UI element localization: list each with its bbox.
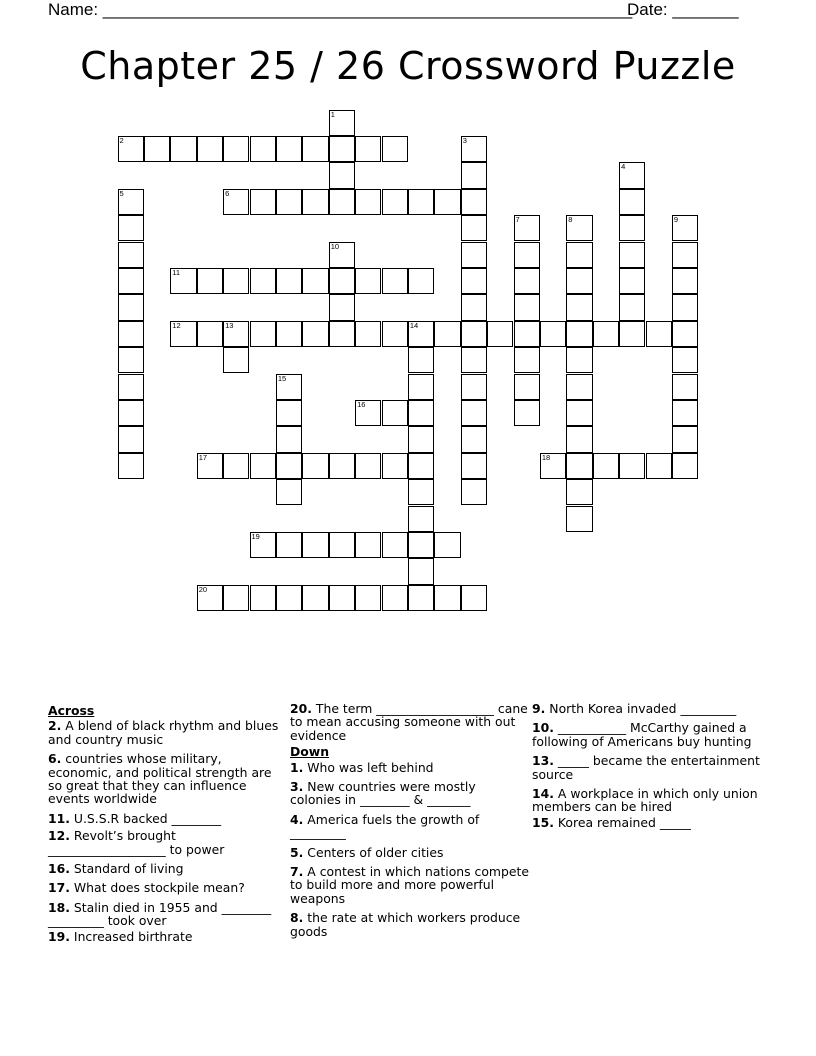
crossword-cell[interactable] [461, 294, 487, 320]
crossword-cell[interactable] [566, 268, 592, 294]
cell-number: 19 [251, 531, 260, 541]
crossword-cell[interactable] [619, 294, 645, 320]
crossword-cell[interactable] [434, 189, 460, 215]
crossword-cell[interactable] [540, 321, 566, 347]
crossword-cell[interactable] [434, 532, 460, 558]
across-clue-2: 2. A blend of black rhythm and blues and country music [48, 718, 279, 747]
crossword-cell[interactable] [329, 321, 355, 347]
down-clue-10: 10. ___________ McCarthy gained a following of Americans buy hunting [532, 720, 752, 749]
crossword-cell[interactable] [197, 585, 223, 611]
crossword-cell[interactable] [382, 136, 408, 162]
crossword-cell[interactable] [355, 532, 381, 558]
cell-number: 16 [357, 399, 366, 409]
crossword-cell[interactable] [382, 585, 408, 611]
crossword-cell[interactable] [514, 374, 540, 400]
cell-number: 14 [409, 320, 419, 330]
crossword-cell[interactable] [118, 136, 144, 162]
crossword-cell[interactable] [223, 189, 249, 215]
down-clue-13: 13. _____ became the entertainment source [532, 753, 760, 782]
page-title: Chapter 25 / 26 Crossword Puzzle [80, 44, 736, 88]
down-clue-8: 8. the rate at which workers produce goods [290, 910, 521, 939]
crossword-cell[interactable] [619, 453, 645, 479]
cell-number: 15 [277, 373, 287, 383]
crossword-cell[interactable] [250, 321, 276, 347]
crossword-cell[interactable] [329, 453, 355, 479]
crossword-cell[interactable] [329, 532, 355, 558]
down-heading: Down [290, 744, 330, 760]
crossword-cell[interactable] [302, 321, 328, 347]
crossword-cell[interactable] [302, 268, 328, 294]
crossword-cell[interactable] [170, 321, 196, 347]
crossword-cell[interactable] [223, 347, 249, 373]
crossword-cell[interactable] [408, 506, 434, 532]
down-clue-1: 1. Who was left behind [290, 759, 434, 775]
clue-number: 8 [290, 910, 299, 926]
crossword-cell[interactable] [329, 294, 355, 320]
crossword-cell[interactable] [302, 585, 328, 611]
cell-number: 3 [462, 135, 467, 145]
crossword-cell[interactable] [514, 215, 540, 241]
crossword-cell[interactable] [118, 189, 144, 215]
crossword-cell[interactable] [223, 321, 249, 347]
down-clue-15: 15. Korea remained _____ [532, 814, 691, 830]
crossword-cell[interactable] [118, 374, 144, 400]
crossword-cell[interactable] [461, 453, 487, 479]
crossword-cell[interactable] [672, 347, 698, 373]
crossword-cell[interactable] [382, 321, 408, 347]
crossword-cell[interactable] [514, 347, 540, 373]
crossword-cell[interactable] [672, 215, 698, 241]
crossword-cell[interactable] [514, 268, 540, 294]
clue-number: 12 [48, 828, 66, 844]
crossword-cell[interactable] [461, 585, 487, 611]
crossword-cell[interactable] [514, 242, 540, 268]
crossword-cell[interactable] [276, 426, 302, 452]
crossword-cell[interactable] [566, 374, 592, 400]
down-clue-3: 3. New countries were mostly colonies in ________ & _______ [290, 779, 476, 808]
clue-text: North Korea invaded _________ [549, 701, 737, 716]
crossword-cell[interactable] [461, 400, 487, 426]
crossword-cell[interactable] [619, 242, 645, 268]
crossword-cell[interactable] [118, 426, 144, 452]
crossword-cell[interactable] [408, 347, 434, 373]
crossword-cell[interactable] [566, 321, 592, 347]
crossword-cell[interactable] [408, 585, 434, 611]
crossword-cell[interactable] [619, 162, 645, 188]
crossword-cell[interactable] [329, 242, 355, 268]
crossword-cell[interactable] [408, 558, 434, 584]
clue-text: countries whose military, economic, and political strength are so great that they can influence events worldwide [48, 751, 272, 807]
crossword-cell[interactable] [566, 347, 592, 373]
clue-text: A blend of black rhythm and blues and country music [48, 718, 279, 747]
crossword-cell[interactable] [408, 189, 434, 215]
crossword-cell[interactable] [566, 453, 592, 479]
clue-text: A workplace in which only union members can be hired [532, 786, 758, 815]
crossword-cell[interactable] [672, 294, 698, 320]
clue-text: Who was left behind [307, 759, 434, 775]
crossword-cell[interactable] [672, 374, 698, 400]
clue-column-2 [290, 702, 530, 944]
crossword-cell[interactable] [382, 189, 408, 215]
clue-number: 16 [48, 861, 66, 877]
crossword-cell[interactable] [408, 268, 434, 294]
crossword-cell[interactable] [329, 110, 355, 136]
crossword-cell[interactable] [197, 268, 223, 294]
crossword-cell[interactable] [223, 453, 249, 479]
cell-number: 6 [225, 188, 230, 198]
crossword-cell[interactable] [250, 532, 276, 558]
cell-number: 8 [568, 215, 573, 225]
crossword-cell[interactable] [672, 426, 698, 452]
across-heading: Across [48, 703, 95, 718]
crossword-cell[interactable] [461, 162, 487, 188]
cell-number: 13 [225, 320, 234, 330]
clue-number: 14 [532, 786, 550, 802]
cell-number: 1 [330, 109, 335, 119]
crossword-cell[interactable] [566, 215, 592, 241]
clue-number: 3 [290, 779, 299, 795]
crossword-cell[interactable] [118, 453, 144, 479]
crossword-cell[interactable] [434, 585, 460, 611]
crossword-cell[interactable] [197, 321, 223, 347]
clue-number: 15 [532, 814, 550, 830]
clue-number: 13 [532, 753, 550, 769]
across-clue-12: 12. Revolt’s brought ___________________ to power [48, 828, 225, 857]
crossword-cell[interactable] [672, 453, 698, 479]
crossword-cell[interactable] [118, 294, 144, 320]
crossword-cell[interactable] [118, 268, 144, 294]
cell-number: 17 [198, 452, 208, 462]
crossword-cell[interactable] [514, 321, 540, 347]
down-clue-7: 7. A contest in which nations compete to build more and more powerful weapons [290, 864, 529, 906]
crossword-cell[interactable] [329, 162, 355, 188]
crossword-cell[interactable] [355, 400, 381, 426]
crossword-cell[interactable] [461, 426, 487, 452]
cell-number: 4 [621, 162, 626, 172]
crossword-cell[interactable] [118, 321, 144, 347]
clue-text: A contest in which nations compete to build more and more powerful weapons [290, 864, 529, 906]
crossword-cell[interactable] [408, 426, 434, 452]
down-clue-4: 4. America fuels the growth of _________ [290, 811, 480, 841]
crossword-cell[interactable] [382, 400, 408, 426]
crossword-cell[interactable] [144, 136, 170, 162]
crossword-cell[interactable] [408, 532, 434, 558]
crossword-cell[interactable] [329, 136, 355, 162]
clue-number: 18 [48, 899, 66, 915]
clue-text: Korea remained _____ [557, 814, 691, 830]
crossword-cell[interactable] [118, 347, 144, 373]
crossword-cell[interactable] [276, 585, 302, 611]
crossword-cell[interactable] [408, 400, 434, 426]
crossword-cell[interactable] [276, 532, 302, 558]
clue-column-1 [48, 702, 288, 949]
crossword-cell[interactable] [487, 321, 513, 347]
down-clue-5: 5. Centers of older cities [290, 844, 444, 860]
crossword-cell[interactable] [672, 321, 698, 347]
crossword-cell[interactable] [461, 347, 487, 373]
clue-text: the rate at which workers produce goods [290, 910, 521, 939]
crossword-cell[interactable] [355, 136, 381, 162]
crossword-cell[interactable] [223, 585, 249, 611]
crossword-cell[interactable] [619, 268, 645, 294]
cell-number: 20 [198, 584, 208, 594]
across-clue-6: 6. countries whose military, economic, and political strength are so great that they can influence events worldwide [48, 751, 272, 807]
across-clue-18: 18. Stalin died in 1955 and ________ _________ took over [48, 899, 272, 929]
crossword-cell[interactable] [170, 268, 196, 294]
clue-text: America fuels the growth of _________ [290, 811, 480, 841]
crossword-cell[interactable] [276, 136, 302, 162]
crossword-cell[interactable] [170, 136, 196, 162]
crossword-cell[interactable] [118, 242, 144, 268]
crossword-cell[interactable] [250, 268, 276, 294]
crossword-cell[interactable] [566, 506, 592, 532]
crossword-cell[interactable] [250, 453, 276, 479]
crossword-cell[interactable] [434, 321, 460, 347]
crossword-cell[interactable] [250, 189, 276, 215]
cell-number: 9 [673, 215, 679, 225]
clue-text: Centers of older cities [307, 844, 444, 860]
crossword-cell[interactable] [593, 453, 619, 479]
crossword-cell[interactable] [672, 400, 698, 426]
across-clue-11: 11. U.S.S.R backed ________ [48, 810, 222, 826]
clue-column-3 [532, 702, 772, 835]
crossword-cell[interactable] [461, 321, 487, 347]
crossword-cell[interactable] [566, 294, 592, 320]
crossword-cell[interactable] [302, 189, 328, 215]
crossword-cell[interactable] [408, 479, 434, 505]
crossword-cell[interactable] [672, 242, 698, 268]
crossword-cell[interactable] [593, 321, 619, 347]
crossword-cell[interactable] [646, 453, 672, 479]
crossword-cell[interactable] [223, 268, 249, 294]
crossword-cell[interactable] [566, 242, 592, 268]
clue-text: Increased birthrate [73, 928, 193, 944]
across-clue-20: 20. The term ___________________ cane to mean accusing someone with out evidence [290, 701, 528, 743]
clue-text: ___________ McCarthy gained a following of Americans buy hunting [532, 720, 752, 749]
crossword-cell[interactable] [276, 400, 302, 426]
cell-number: 11 [172, 267, 181, 277]
crossword-cell[interactable] [382, 453, 408, 479]
clue-text: Revolt’s brought ___________________ to power [48, 828, 225, 857]
crossword-cell[interactable] [276, 268, 302, 294]
crossword-cell[interactable] [276, 374, 302, 400]
crossword-cell[interactable] [461, 268, 487, 294]
across-clue-16: 16. Standard of living [48, 861, 184, 877]
clue-number: 2 [48, 718, 57, 734]
crossword-cell[interactable] [514, 400, 540, 426]
crossword-cell[interactable] [355, 585, 381, 611]
clue-number: 5 [290, 844, 299, 860]
crossword-cell[interactable] [276, 189, 302, 215]
crossword-cell[interactable] [461, 479, 487, 505]
crossword-cell[interactable] [566, 426, 592, 452]
crossword-cell[interactable] [197, 453, 223, 479]
crossword-cell[interactable] [302, 453, 328, 479]
cell-number: 12 [172, 320, 181, 330]
crossword-cell[interactable] [382, 268, 408, 294]
crossword-cell[interactable] [276, 479, 302, 505]
crossword-cell[interactable] [566, 479, 592, 505]
clue-text: Standard of living [73, 861, 184, 877]
clue-text: New countries were mostly colonies in ________ & _______ [290, 779, 476, 808]
crossword-cell[interactable] [540, 453, 566, 479]
crossword-cell[interactable] [302, 532, 328, 558]
crossword-cell[interactable] [461, 136, 487, 162]
crossword-cell[interactable] [672, 268, 698, 294]
date-field-label[interactable]: Date: _______ [627, 0, 739, 19]
crossword-cell[interactable] [355, 321, 381, 347]
crossword-cell[interactable] [250, 136, 276, 162]
crossword-cell[interactable] [118, 400, 144, 426]
crossword-cell[interactable] [408, 374, 434, 400]
clue-number: 17 [48, 880, 66, 896]
clue-text: _____ became the entertainment source [532, 753, 760, 782]
clue-text: The term ___________________ cane to mean accusing someone with out evidence [290, 701, 528, 743]
cell-number: 18 [541, 452, 551, 462]
cell-number: 10 [330, 241, 340, 251]
clue-text: U.S.S.R backed ________ [73, 810, 222, 826]
crossword-cell[interactable] [619, 215, 645, 241]
crossword-cell[interactable] [566, 400, 592, 426]
crossword-cell[interactable] [329, 268, 355, 294]
crossword-cell[interactable] [461, 215, 487, 241]
down-clue-14: 14. A workplace in which only union members can be hired [532, 786, 758, 815]
clue-number: 9 [532, 701, 541, 716]
crossword-cell[interactable] [355, 453, 381, 479]
crossword-cell[interactable] [408, 321, 434, 347]
clue-number: 20 [290, 701, 308, 716]
crossword-cell[interactable] [302, 136, 328, 162]
clue-number: 10 [532, 720, 550, 736]
name-field-label[interactable]: Name: ________________________________________________________ [48, 0, 633, 19]
crossword-cell[interactable] [329, 189, 355, 215]
clue-text: What does stockpile mean? [73, 880, 245, 896]
clue-number: 19 [48, 928, 66, 944]
cell-number: 5 [119, 188, 124, 198]
crossword-cell[interactable] [276, 453, 302, 479]
across-clue-17: 17. What does stockpile mean? [48, 880, 245, 896]
crossword-cell[interactable] [619, 321, 645, 347]
crossword-cell[interactable] [461, 374, 487, 400]
crossword-cell[interactable] [382, 532, 408, 558]
crossword-cell[interactable] [197, 136, 223, 162]
cell-number: 2 [119, 135, 124, 145]
crossword-cell[interactable] [250, 585, 276, 611]
crossword-cell[interactable] [619, 189, 645, 215]
clue-number: 11 [48, 810, 66, 826]
crossword-cell[interactable] [355, 189, 381, 215]
clue-number: 4 [290, 811, 299, 827]
across-clue-19: 19. Increased birthrate [48, 928, 193, 944]
clue-number: 1 [290, 759, 299, 775]
crossword-cell[interactable] [461, 242, 487, 268]
clue-number: 7 [290, 864, 299, 880]
clue-number: 6 [48, 751, 57, 767]
down-clue-9: 9. North Korea invaded _________ [532, 701, 737, 716]
crossword-cell[interactable] [355, 268, 381, 294]
crossword-cell[interactable] [118, 215, 144, 241]
crossword-cell[interactable] [461, 189, 487, 215]
crossword-cell[interactable] [514, 294, 540, 320]
clue-text: Stalin died in 1955 and ________ _________ took over [48, 899, 272, 929]
crossword-cell[interactable] [408, 453, 434, 479]
crossword-cell[interactable] [329, 585, 355, 611]
crossword-cell[interactable] [646, 321, 672, 347]
crossword-cell[interactable] [276, 321, 302, 347]
cell-number: 7 [515, 215, 520, 225]
crossword-cell[interactable] [223, 136, 249, 162]
